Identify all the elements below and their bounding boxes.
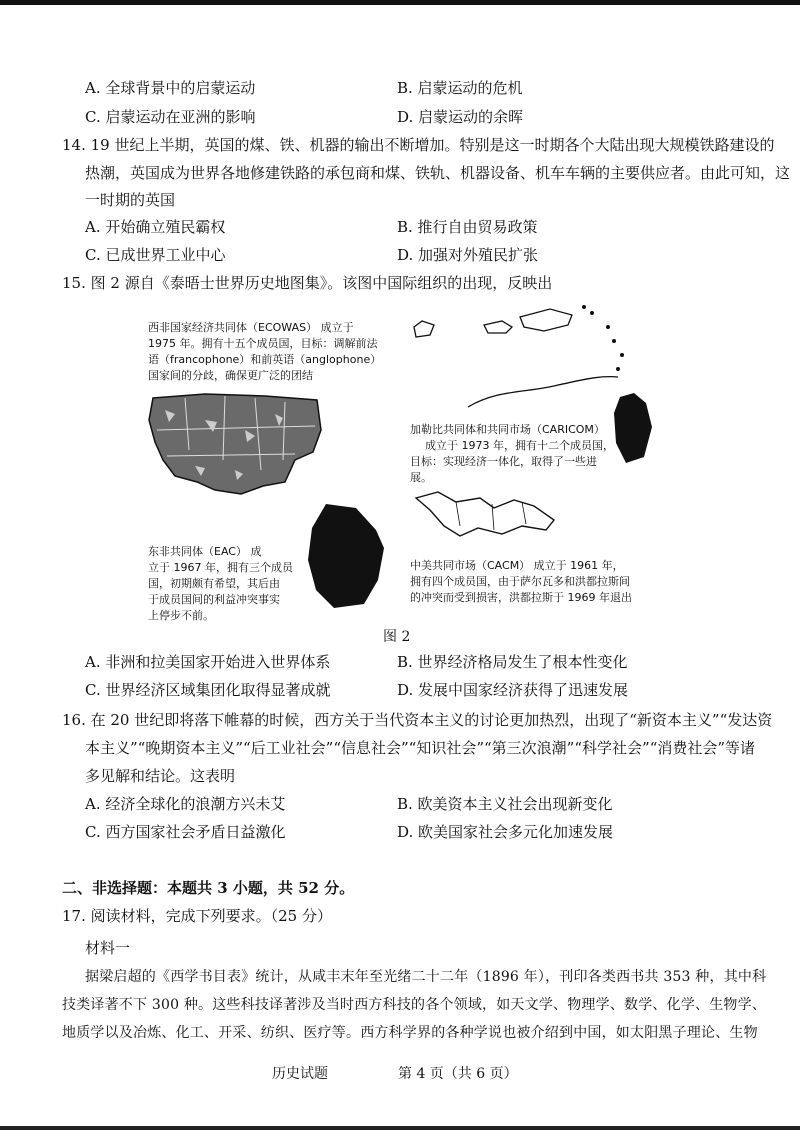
figure-2-label: 图 2 bbox=[383, 629, 411, 645]
caricom-caption-1: 加勒比共同体和共同市场（CARICOM） bbox=[410, 423, 605, 436]
q14-option-d: D. 加强对外殖民扩张 bbox=[397, 246, 539, 264]
ecowas-caption-2: 1975 年。拥有十五个成员国，目标：调解前法 bbox=[148, 337, 378, 350]
q14-stem-line2: 热潮，英国成为世界各地修建铁路的承包商和煤、铁轨、机器设备、机车车辆的主要供应者。由此可知，这 bbox=[85, 164, 791, 182]
q16-stem-line2: 本主义”“晚期资本主义”“后工业社会”“信息社会”“知识社会”“第三次浪潮”“科学社会”“消费社会”等诸 bbox=[85, 739, 756, 757]
q13-option-a: A. 全球背景中的启蒙运动 bbox=[85, 79, 256, 97]
caricom-caption-4: 展。 bbox=[410, 471, 432, 484]
q17-material-line2: 技类译著不下 300 种。这些科技译著涉及当时西方科技的各个领域，如天文学、物理学、数学、化学、生物学、 bbox=[62, 997, 767, 1013]
q15-stem: 15. 图 2 源自《泰晤士世界历史地图集》。该图中国际组织的出现，反映出 bbox=[62, 274, 553, 292]
q17-stem: 17. 阅读材料，完成下列要求。（25 分） bbox=[62, 907, 332, 925]
q16-option-a: A. 经济全球化的浪潮方兴未艾 bbox=[85, 795, 286, 813]
ecowas-caption-1: 西非国家经济共同体（ECOWAS） 成立于 bbox=[148, 321, 354, 334]
central-america-map bbox=[412, 484, 562, 546]
eac-caption-5: 上停步不前。 bbox=[148, 609, 214, 622]
q14-option-b: B. 推行自由贸易政策 bbox=[397, 218, 538, 236]
ecowas-caption-4: 国家间的分歧，确保更广泛的团结 bbox=[148, 369, 313, 382]
caricom-caption-2: 成立于 1973 年，拥有十二个成员国， bbox=[425, 439, 614, 452]
figure-2-maps bbox=[140, 292, 660, 622]
cacm-caption-1: 中美共同市场（CACM） 成立于 1961 年， bbox=[410, 559, 624, 572]
q14-option-c: C. 已成世界工业中心 bbox=[85, 246, 226, 264]
section-2-heading: 二、非选择题：本题共 3 小题，共 52 分。 bbox=[62, 879, 355, 897]
ecowas-caption-3: 语（francophone）和前英语（anglophone） bbox=[148, 353, 382, 366]
q15-option-c: C. 世界经济区域集团化取得显著成就 bbox=[85, 681, 331, 699]
eac-caption-2: 立于 1967 年，拥有三个成员 bbox=[148, 561, 293, 574]
footer-page-number: 第 4 页（共 6 页） bbox=[398, 1066, 518, 1082]
q14-stem-line1: 14. 19 世纪上半期，英国的煤、铁、机器的输出不断增加。特别是这一时期各个大陆出现大规模铁路建设的 bbox=[62, 136, 775, 154]
caricom-caption-3: 目标：实现经济一体化，取得了一些进 bbox=[410, 455, 597, 468]
eac-caption-1: 东非共同体（EAC） 成 bbox=[148, 545, 262, 558]
q13-option-d: D. 启蒙运动的余晖 bbox=[397, 108, 524, 126]
q15-option-b: B. 世界经济格局发生了根本性变化 bbox=[397, 653, 628, 671]
q17-material-title: 材料一 bbox=[85, 939, 131, 957]
cacm-caption-3: 的冲突而受到损害，洪都拉斯于 1969 年退出 bbox=[410, 591, 632, 604]
q15-option-a: A. 非洲和拉美国家开始进入世界体系 bbox=[85, 653, 331, 671]
q15-option-d: D. 发展中国家经济获得了迅速发展 bbox=[397, 681, 629, 699]
q16-option-d: D. 欧美国家社会多元化加速发展 bbox=[397, 823, 614, 841]
west-africa-map bbox=[145, 390, 325, 500]
cacm-caption-2: 拥有四个成员国，由于萨尔瓦多和洪都拉斯间 bbox=[410, 575, 630, 588]
q16-option-b: B. 欧美资本主义社会出现新变化 bbox=[397, 795, 613, 813]
q16-stem-line3: 多见解和结论。这表明 bbox=[85, 767, 236, 785]
q13-option-b: B. 启蒙运动的危机 bbox=[397, 79, 523, 97]
q17-material-line1: 据梁启超的《西学书目表》统计，从咸丰末年至光绪二十二年（1896 年），刊印各类西书共 353 种，其中科 bbox=[85, 969, 767, 985]
q14-option-a: A. 开始确立殖民霸权 bbox=[85, 218, 226, 236]
q17-material-line3: 地质学以及冶炼、化工、开采、纺织、医疗等。西方科学界的各种学说也被介绍到中国，如太阳黑子理论、生物 bbox=[62, 1025, 758, 1041]
east-africa-map bbox=[298, 500, 388, 610]
scan-top-edge bbox=[0, 0, 800, 5]
footer-subject: 历史试题 bbox=[272, 1066, 328, 1082]
q16-stem-line1: 16. 在 20 世纪即将落下帷幕的时候，西方关于当代资本主义的讨论更加热烈，出现了“新资本主义”“发达资 bbox=[62, 711, 773, 729]
q16-option-c: C. 西方国家社会矛盾日益激化 bbox=[85, 823, 286, 841]
eac-caption-4: 于成员国间的利益冲突事实 bbox=[148, 593, 280, 606]
scan-bottom-edge bbox=[0, 1126, 800, 1130]
eac-caption-3: 国，初期颇有希望，其后由 bbox=[148, 577, 280, 590]
q13-option-c: C. 启蒙运动在亚洲的影响 bbox=[85, 108, 256, 126]
q14-stem-line3: 一时期的英国 bbox=[85, 191, 176, 209]
